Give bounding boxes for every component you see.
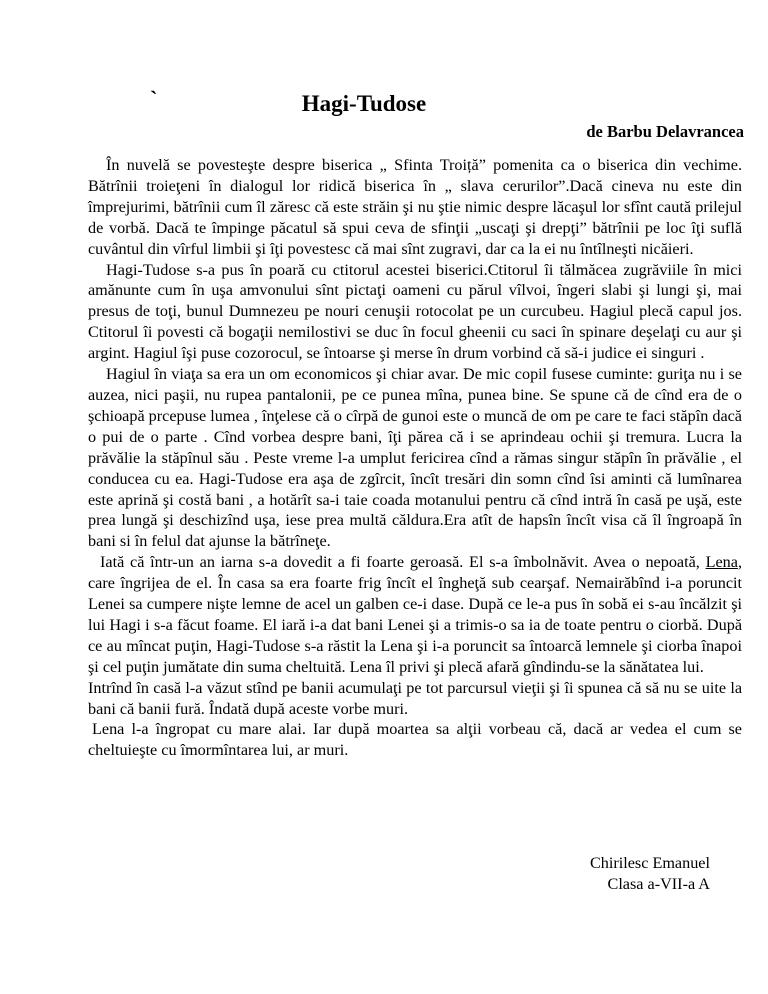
signature-block — [590, 853, 710, 895]
document-title: Hagi-Tudose — [301, 91, 427, 116]
paragraph-2: Hagi-Tudose s-a pus în poară cu ctitorul acestei biserici.Ctitorul îi tălmăcea zugrăviile în mici amănunte cum în uşa amvonului sînt pictaţi oameni cu părul vîlvoi, îngeri slabi şi lungi şi, mai presus de toţi, bunul Dumnezeu pe nouri cenuşii rotocolat pe un curcubeu. Hagiul plecă capul jos. Ctitorul îi povesti că bogaţii nemilostivi se duc în focul gheenii cu saci în spinare deşelaţi cu aur şi argint. Hagiul îşi puse cozorocul, se întoarse şi merse în drum vorbind că să-i judice ei singuri . — [88, 260, 742, 363]
paragraph-3: Hagiul în viaţa sa era un om economicos şi chiar avar. De mic copil fusese cuminte: guriţa nu i se auzea, nici paşii, nu rupea pantalonii, pe ce punea mîna, punea bine. Se spune că de cînd era de o şchioapă prcepuse lumea , înţelese că o cîrpă de gunoi este o muncă de om pe care te faci stăpîn dacă o pui de o parte . Cînd vorbea despre bani, îţi părea că i se aprindeau ochii şi tremura. Lucra la prăvălie la stăpînul său . Peste vreme l-a umplut fericirea cînd a rămas singur stăpîn în prăvălie , el conducea cu ea. Hagi-Tudose era aşa de zgîrcit, încît tresări din somn cînd îsi aminti că lumînarea este aprină şi costă bani , a hotărît sa-i taie coada motanului pentru că cînd intră în casă pe uşă, este prea lungă şi deschizînd uşa, iese prea multă căldura.Era atît de hapsîn încît visa că îl îngroapă în bani si în felul dat ajunse la bătrîneţe. — [88, 365, 742, 551]
underlined-name-lena: Lena — [705, 553, 738, 572]
paragraph-4 — [88, 552, 742, 677]
paragraph-5: Intrînd în casă l-a văzut stînd pe banii acumulaţi pe tot parcursul vieţii şi îi spunea că să nu se uite la bani că banii fură. Îndată după aceste vorbe muri. — [88, 678, 742, 718]
essay-body — [88, 155, 742, 761]
stray-mark: ` — [150, 86, 158, 111]
paragraph-4-start: Iată că într-un an iarna s-a dovedit a fi foarte geroasă. El s-a îmbolnăvit. Avea o nepoată, — [100, 553, 706, 572]
paragraph-4-end: , care îngrijea de el. În casa sa era foarte frig încît el îngheţă sub cearşaf. Nemairăbînd i-a poruncit Lenei sa cumpere nişte lemne de acel un galben ce-i dase. După ce le-a pus în sobă ei s-au încălzit şi lui Hagi i s-a făcut foame. El iară i-a dat bani Lenei şi a trimis-o sa ia de toate pentru o ciorbă. După ce au mîncat puţin, Hagi-Tudose s-a răstit la Lena şi i-a poruncit sa întoarcă lemnele şi ciorba înapoi şi cel puţin jumătate din suma cheltuită. Lena îl privi şi plecă afară gîndindu-se la sănătatea lui. — [88, 553, 742, 676]
author-line: de Barbu Delavrancea — [586, 122, 744, 141]
paragraph-1: În nuvelă se povesteşte despre biserica „ Sfinta Troiță” pomenita ca o biserica din vechime. Bătrînii troieţeni în dialogul lor ridică biserica în „ slava cerurilor”.Dacă cineva nu este din împrejurimi, bătrînii cum îl zăresc că este străin şi nu ştie nimic despre lăcaşul lor sfînt caută prilejul de vorbă. Dacă te împinge păcatul să spui ceva de sfinţii „uscaţi şi drepţi” bătrînii pe loc îţi suflă cuvântul din vîrful limbii şi îţi povestesc că mai sînt zugravi, dar ca la ei nu întîlneşti nicăieri. — [88, 156, 742, 258]
paragraph-6: Lena l-a îngropat cu mare alai. Iar după moartea sa alţii vorbeau că, dacă ar vedea el cum se cheltuieşte cu îmormîntarea lui, ar muri. — [88, 720, 742, 760]
signature-name: Chirilesc Emanuel — [589, 854, 710, 872]
signature-class: Clasa a-VII-a A — [607, 875, 710, 893]
